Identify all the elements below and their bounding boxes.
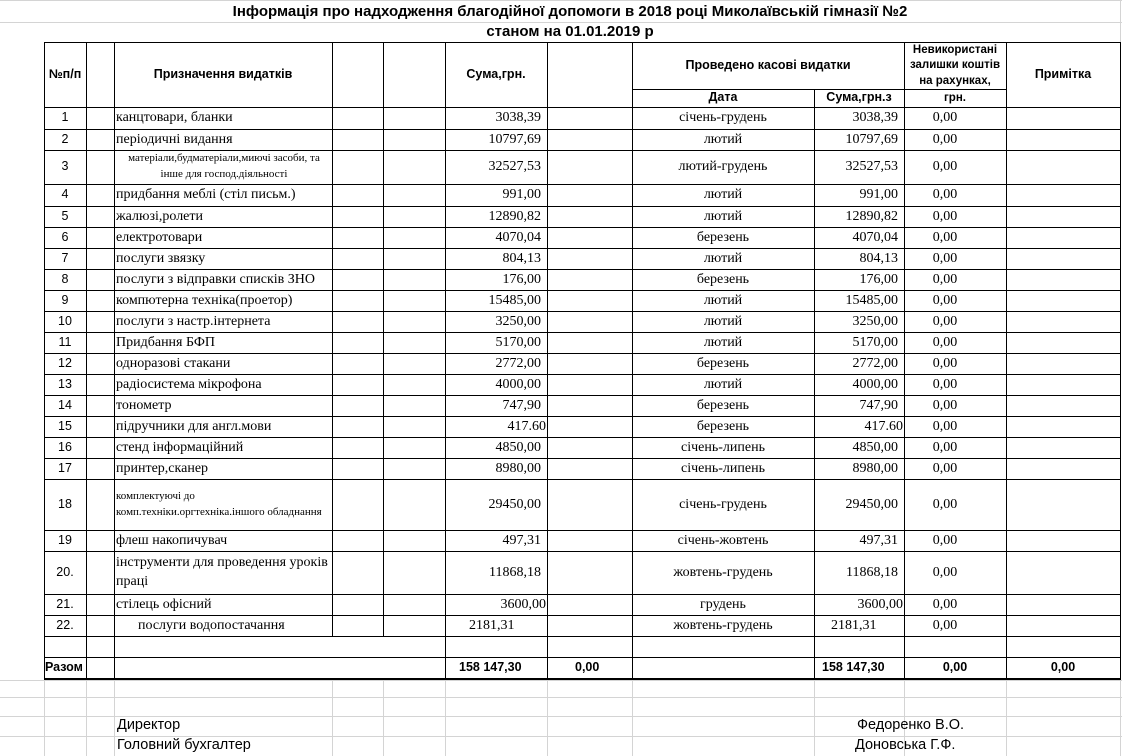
- row-unused: 0,00: [932, 564, 958, 580]
- row-unused: 0,00: [932, 313, 958, 329]
- row-number: 16: [58, 439, 72, 454]
- row-date: жовтень-грудень: [673, 617, 773, 633]
- header-unused-unit: грн.: [944, 91, 966, 104]
- row-purpose: послуги водопостачання: [138, 617, 285, 633]
- row-unused: 0,00: [932, 229, 958, 245]
- row-purpose: радіосистема мікрофона: [116, 376, 262, 392]
- row-unused: 0,00: [932, 397, 958, 413]
- row-sum-2: 4070,04: [852, 229, 898, 245]
- report-subtitle: станом на 01.01.2019 р: [486, 22, 654, 40]
- accountant-name: Доновська Г.Ф.: [855, 737, 956, 754]
- row-sum: 417.60: [507, 418, 546, 434]
- row-number: 2: [61, 131, 69, 146]
- row-unused: 0,00: [932, 208, 958, 224]
- row-purpose: флеш накопичувач: [116, 532, 228, 548]
- row-purpose: одноразові стакани: [116, 355, 231, 371]
- row-purpose: послуги з відправки списків ЗНО: [116, 271, 315, 287]
- row-date: січень-жовтень: [677, 532, 769, 548]
- row-unused: 0,00: [932, 418, 958, 434]
- header-number: №п/п: [48, 67, 82, 82]
- row-sum-2: 3250,00: [852, 313, 898, 329]
- row-sum: 991,00: [502, 187, 541, 203]
- row-sum: 747,90: [502, 397, 541, 413]
- row-unused: 0,00: [932, 460, 958, 476]
- row-unused: 0,00: [932, 376, 958, 392]
- accountant-title: Головний бухгалтер: [117, 737, 251, 754]
- row-sum-2: 8980,00: [852, 460, 898, 476]
- row-purpose: періодичні видання: [116, 131, 233, 147]
- row-sum: 4850,00: [495, 439, 541, 455]
- row-unused: 0,00: [932, 187, 958, 203]
- row-purpose: підручники для англ.мови: [116, 418, 272, 434]
- header-sum: Сума,грн.: [466, 67, 526, 82]
- row-purpose: стенд інформаційний: [116, 439, 244, 455]
- row-purpose: компютерна техніка(проетор): [116, 292, 293, 308]
- header-cash-spent: Проведено касові видатки: [685, 58, 851, 73]
- row-date: січень-липень: [681, 460, 765, 476]
- row-unused: 0,00: [932, 271, 958, 287]
- row-sum-2: 747,90: [859, 397, 898, 413]
- row-sum: 2181,31: [469, 617, 515, 633]
- row-purpose: комплектуючі до комп.техніки.оргтехніка.іншого обладнання: [116, 489, 322, 518]
- row-number: 22.: [56, 617, 74, 632]
- row-unused: 0,00: [932, 131, 958, 147]
- director-name: Федоренко В.О.: [857, 717, 965, 734]
- row-date: жовтень-грудень: [673, 564, 773, 580]
- row-sum-2: 5170,00: [852, 334, 898, 350]
- row-sum-2: 991,00: [859, 187, 898, 203]
- row-date: березень: [696, 229, 750, 245]
- row-purpose: принтер,сканер: [116, 460, 209, 476]
- row-date: березень: [696, 271, 750, 287]
- row-sum: 4070,04: [495, 229, 541, 245]
- total-sum-extra: 0,00: [575, 660, 600, 675]
- row-number: 14: [58, 397, 72, 412]
- total-rest: 0,00: [942, 660, 968, 675]
- row-number: 21.: [56, 596, 74, 611]
- row-sum: 32527,53: [488, 159, 541, 175]
- row-date: січень-грудень: [679, 110, 767, 126]
- total-sum: 158 147,30: [459, 660, 522, 675]
- row-date: лютий: [703, 292, 743, 308]
- row-sum-2: 15485,00: [845, 292, 898, 308]
- row-purpose: послуги звязку: [116, 250, 206, 266]
- row-number: 9: [61, 292, 69, 307]
- row-number: 6: [61, 229, 69, 244]
- row-date: лютий: [703, 250, 743, 266]
- row-sum-2: 12890,82: [845, 208, 898, 224]
- report-title: Інформація про надходження благодійної допомоги в 2018 році Миколаївській гімназії №2: [232, 2, 908, 20]
- row-sum-2: 2181,31: [831, 617, 877, 633]
- header-purpose: Призначення видатків: [153, 67, 293, 82]
- row-sum-2: 3038,39: [852, 110, 898, 126]
- row-sum-2: 29450,00: [845, 496, 898, 512]
- row-date: лютий: [703, 187, 743, 203]
- row-date: лютий: [703, 313, 743, 329]
- row-sum: 3250,00: [495, 313, 541, 329]
- row-purpose: послуги з настр.інтернета: [116, 313, 271, 329]
- row-date: лютий: [703, 131, 743, 147]
- header-unused-balance: Невикористані залишки коштів на рахунках,: [909, 43, 1001, 87]
- row-date: лютий: [703, 376, 743, 392]
- header-sum-2: Сума,грн.з: [826, 90, 892, 105]
- row-number: 12: [58, 355, 72, 370]
- row-unused: 0,00: [932, 355, 958, 371]
- row-purpose: електротовари: [116, 229, 203, 245]
- row-date: лютий: [703, 334, 743, 350]
- row-unused: 0,00: [932, 334, 958, 350]
- row-number: 10: [58, 313, 72, 328]
- row-unused: 0,00: [932, 110, 958, 126]
- row-sum: 497,31: [502, 532, 541, 548]
- row-sum-2: 32527,53: [845, 159, 898, 175]
- row-date: січень-грудень: [679, 496, 767, 512]
- row-sum: 29450,00: [488, 496, 541, 512]
- row-number: 7: [61, 250, 69, 265]
- row-number: 4: [61, 187, 69, 202]
- row-number: 11: [58, 334, 72, 349]
- row-sum: 12890,82: [488, 208, 541, 224]
- row-number: 8: [61, 271, 69, 286]
- row-number: 13: [58, 376, 72, 391]
- total-label: Разом: [45, 660, 83, 675]
- row-purpose: жалюзі,ролети: [116, 208, 204, 224]
- row-unused: 0,00: [932, 596, 958, 612]
- row-sum: 5170,00: [495, 334, 541, 350]
- row-sum-2: 176,00: [859, 271, 898, 287]
- row-purpose: Придбання БФП: [116, 334, 215, 350]
- row-date: лютий-грудень: [678, 159, 768, 175]
- row-sum: 10797,69: [488, 131, 541, 147]
- row-purpose: канцтовари, бланки: [116, 110, 233, 126]
- row-unused: 0,00: [932, 617, 958, 633]
- row-sum: 11868,18: [489, 564, 541, 580]
- row-sum-2: 4000,00: [852, 376, 898, 392]
- row-sum: 2772,00: [495, 355, 541, 371]
- row-sum-2: 804,13: [859, 250, 898, 266]
- row-unused: 0,00: [932, 250, 958, 266]
- row-purpose: матеріали,будматеріали,миючі засоби, та інше для господ.діяльності: [128, 152, 320, 180]
- row-sum: 176,00: [502, 271, 541, 287]
- row-sum: 804,13: [502, 250, 541, 266]
- row-purpose: стілець офісний: [116, 596, 212, 612]
- row-unused: 0,00: [932, 532, 958, 548]
- row-sum-2: 4850,00: [852, 439, 898, 455]
- row-number: 15: [58, 418, 72, 433]
- row-sum-2: 10797,69: [845, 131, 898, 147]
- row-number: 19: [58, 532, 72, 547]
- row-sum: 3600,00: [500, 596, 546, 612]
- row-purpose: придбання меблі (стіл письм.): [116, 187, 296, 203]
- row-sum-2: 3600,00: [857, 596, 903, 612]
- row-purpose: тонометр: [116, 397, 172, 413]
- row-unused: 0,00: [932, 292, 958, 308]
- row-sum: 3038,39: [495, 110, 541, 126]
- row-unused: 0,00: [932, 496, 958, 512]
- row-sum-2: 417.60: [864, 418, 903, 434]
- row-sum-2: 2772,00: [852, 355, 898, 371]
- director-title: Директор: [117, 717, 181, 734]
- row-date: березень: [696, 355, 750, 371]
- header-note: Примітка: [1034, 67, 1092, 82]
- row-unused: 0,00: [932, 159, 958, 175]
- total-note: 0,00: [1050, 660, 1076, 675]
- total-sum-2: 158 147,30: [822, 660, 885, 675]
- row-date: січень-липень: [681, 439, 765, 455]
- row-sum-2: 11868,18: [846, 564, 898, 580]
- row-number: 5: [61, 208, 69, 223]
- row-number: 1: [61, 110, 69, 125]
- row-date: лютий: [703, 208, 743, 224]
- row-sum: 8980,00: [495, 460, 541, 476]
- row-number: 3: [61, 159, 69, 174]
- row-unused: 0,00: [932, 439, 958, 455]
- row-date: березень: [696, 397, 750, 413]
- row-number: 20.: [56, 564, 74, 579]
- row-purpose: інструменти для проведення уроків праці: [116, 554, 328, 589]
- row-number: 17: [58, 460, 72, 475]
- row-number: 18: [58, 496, 72, 511]
- row-sum: 15485,00: [488, 292, 541, 308]
- row-sum: 4000,00: [495, 376, 541, 392]
- row-sum-2: 497,31: [859, 532, 898, 548]
- row-date: грудень: [700, 596, 746, 612]
- row-date: березень: [696, 418, 750, 434]
- header-date: Дата: [708, 90, 738, 105]
